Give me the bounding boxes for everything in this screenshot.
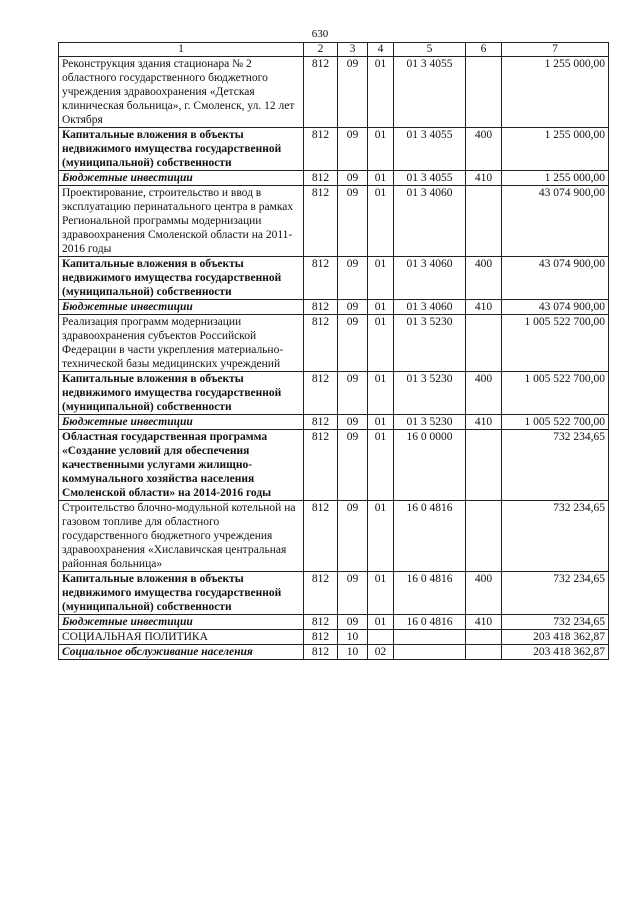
amount-cell: 1 255 000,00: [502, 57, 609, 128]
admin-code-cell: 812: [304, 57, 338, 128]
subsection-cell: 01: [368, 572, 394, 615]
amount-cell: 732 234,65: [502, 572, 609, 615]
table-row: [59, 186, 609, 257]
header-cell: 1: [59, 43, 304, 57]
header-row: [59, 43, 609, 57]
row-name-cell: Капитальные вложения в объекты недвижимого имущества государственной (муниципальной) собственности: [59, 128, 304, 171]
table-row: [59, 430, 609, 501]
subsection-cell: 01: [368, 257, 394, 300]
amount-cell: 203 418 362,87: [502, 630, 609, 645]
header-cell: 2: [304, 43, 338, 57]
table-row: [59, 372, 609, 415]
row-name-cell: Проектирование, строительство и ввод в эксплуатацию перинатального центра в рамках Региональной программы модернизации здравоохранения Смоленской области на 2011-2016 годы: [59, 186, 304, 257]
table-row: [59, 415, 609, 430]
expense-type-cell: [466, 630, 502, 645]
target-article-cell: 01 3 4055: [394, 171, 466, 186]
amount-cell: 1 005 522 700,00: [502, 372, 609, 415]
section-cell: 09: [338, 430, 368, 501]
subsection-cell: 01: [368, 315, 394, 372]
header-cell: 3: [338, 43, 368, 57]
subsection-cell: 01: [368, 501, 394, 572]
table-row: [59, 615, 609, 630]
target-article-cell: 01 3 5230: [394, 315, 466, 372]
section-cell: 09: [338, 257, 368, 300]
expense-type-cell: [466, 186, 502, 257]
subsection-cell: 01: [368, 615, 394, 630]
table-row: [59, 645, 609, 660]
target-article-cell: 16 0 4816: [394, 615, 466, 630]
subsection-cell: 01: [368, 372, 394, 415]
target-article-cell: [394, 645, 466, 660]
amount-cell: 43 074 900,00: [502, 186, 609, 257]
table-row: [59, 57, 609, 128]
header-cell: 4: [368, 43, 394, 57]
admin-code-cell: 812: [304, 257, 338, 300]
subsection-cell: 01: [368, 186, 394, 257]
subsection-cell: 01: [368, 57, 394, 128]
target-article-cell: 01 3 4055: [394, 57, 466, 128]
expense-type-cell: [466, 430, 502, 501]
subsection-cell: 01: [368, 128, 394, 171]
expense-type-cell: 400: [466, 572, 502, 615]
admin-code-cell: 812: [304, 430, 338, 501]
table-row: [59, 128, 609, 171]
section-cell: 10: [338, 630, 368, 645]
section-cell: 09: [338, 415, 368, 430]
section-cell: 09: [338, 186, 368, 257]
expense-type-cell: 400: [466, 128, 502, 171]
admin-code-cell: 812: [304, 300, 338, 315]
target-article-cell: 01 3 4060: [394, 186, 466, 257]
subsection-cell: 02: [368, 645, 394, 660]
expense-type-cell: [466, 315, 502, 372]
expense-type-cell: 410: [466, 415, 502, 430]
expense-type-cell: 410: [466, 171, 502, 186]
subsection-cell: 01: [368, 300, 394, 315]
section-cell: 09: [338, 171, 368, 186]
expense-type-cell: [466, 645, 502, 660]
target-article-cell: 16 0 4816: [394, 501, 466, 572]
expense-type-cell: 400: [466, 372, 502, 415]
row-name-cell: Бюджетные инвестиции: [59, 615, 304, 630]
section-cell: 09: [338, 128, 368, 171]
admin-code-cell: 812: [304, 415, 338, 430]
table-row: [59, 501, 609, 572]
admin-code-cell: 812: [304, 372, 338, 415]
table-row: [59, 257, 609, 300]
row-name-cell: Бюджетные инвестиции: [59, 171, 304, 186]
target-article-cell: [394, 630, 466, 645]
target-article-cell: 01 3 4055: [394, 128, 466, 171]
admin-code-cell: 812: [304, 171, 338, 186]
row-name-cell: Бюджетные инвестиции: [59, 300, 304, 315]
page-number: 630: [311, 28, 329, 40]
admin-code-cell: 812: [304, 315, 338, 372]
amount-cell: 732 234,65: [502, 615, 609, 630]
section-cell: 09: [338, 615, 368, 630]
header-cell: 5: [394, 43, 466, 57]
amount-cell: 732 234,65: [502, 501, 609, 572]
row-name-cell: Реконструкция здания стационара № 2 областного государственного бюджетного учреждения здравоохранения «Детская клиническая больница», г. Смоленск, ул. 12 лет Октября: [59, 57, 304, 128]
row-name-cell: Капитальные вложения в объекты недвижимого имущества государственной (муниципальной) собственности: [59, 372, 304, 415]
amount-cell: 1 255 000,00: [502, 171, 609, 186]
admin-code-cell: 812: [304, 615, 338, 630]
section-cell: 09: [338, 300, 368, 315]
table-row: [59, 572, 609, 615]
amount-cell: 43 074 900,00: [502, 257, 609, 300]
table-row: [59, 630, 609, 645]
target-article-cell: 01 3 5230: [394, 372, 466, 415]
row-name-cell: Областная государственная программа «Создание условий для обеспечения качественными услугами жилищно-коммунального хозяйства населения Смоленской области» на 2014-2016 годы: [59, 430, 304, 501]
expense-type-cell: [466, 501, 502, 572]
section-cell: 09: [338, 572, 368, 615]
header-cell: 7: [502, 43, 609, 57]
expense-type-cell: 410: [466, 300, 502, 315]
row-name-cell: Капитальные вложения в объекты недвижимого имущества государственной (муниципальной) собственности: [59, 257, 304, 300]
target-article-cell: 16 0 0000: [394, 430, 466, 501]
expense-type-cell: 410: [466, 615, 502, 630]
section-cell: 10: [338, 645, 368, 660]
row-name-cell: Социальное обслуживание населения: [59, 645, 304, 660]
table-row: [59, 315, 609, 372]
admin-code-cell: 812: [304, 645, 338, 660]
expense-type-cell: 400: [466, 257, 502, 300]
row-name-cell: Капитальные вложения в объекты недвижимого имущества государственной (муниципальной) собственности: [59, 572, 304, 615]
admin-code-cell: 812: [304, 128, 338, 171]
target-article-cell: 16 0 4816: [394, 572, 466, 615]
expense-type-cell: [466, 57, 502, 128]
subsection-cell: 01: [368, 171, 394, 186]
section-cell: 09: [338, 315, 368, 372]
row-name-cell: Реализация программ модернизации здравоохранения субъектов Российской Федерации в части укрепления материально-технической базы медицинских учреждений: [59, 315, 304, 372]
amount-cell: 1 005 522 700,00: [502, 415, 609, 430]
table-row: [59, 300, 609, 315]
amount-cell: 1 255 000,00: [502, 128, 609, 171]
admin-code-cell: 812: [304, 630, 338, 645]
section-cell: 09: [338, 372, 368, 415]
subsection-cell: [368, 630, 394, 645]
admin-code-cell: 812: [304, 501, 338, 572]
amount-cell: 203 418 362,87: [502, 645, 609, 660]
table-row: [59, 171, 609, 186]
row-name-cell: Строительство блочно-модульной котельной на газовом топливе для областного государственного бюджетного учреждения здравоохранения «Хиславичская центральная районная больница»: [59, 501, 304, 572]
admin-code-cell: 812: [304, 572, 338, 615]
admin-code-cell: 812: [304, 186, 338, 257]
row-name-cell: Бюджетные инвестиции: [59, 415, 304, 430]
amount-cell: 732 234,65: [502, 430, 609, 501]
header-cell: 6: [466, 43, 502, 57]
target-article-cell: 01 3 4060: [394, 257, 466, 300]
amount-cell: 43 074 900,00: [502, 300, 609, 315]
target-article-cell: 01 3 4060: [394, 300, 466, 315]
section-cell: 09: [338, 57, 368, 128]
row-name-cell: СОЦИАЛЬНАЯ ПОЛИТИКА: [59, 630, 304, 645]
section-cell: 09: [338, 501, 368, 572]
amount-cell: 1 005 522 700,00: [502, 315, 609, 372]
budget-table: [58, 42, 609, 660]
target-article-cell: 01 3 5230: [394, 415, 466, 430]
subsection-cell: 01: [368, 415, 394, 430]
subsection-cell: 01: [368, 430, 394, 501]
